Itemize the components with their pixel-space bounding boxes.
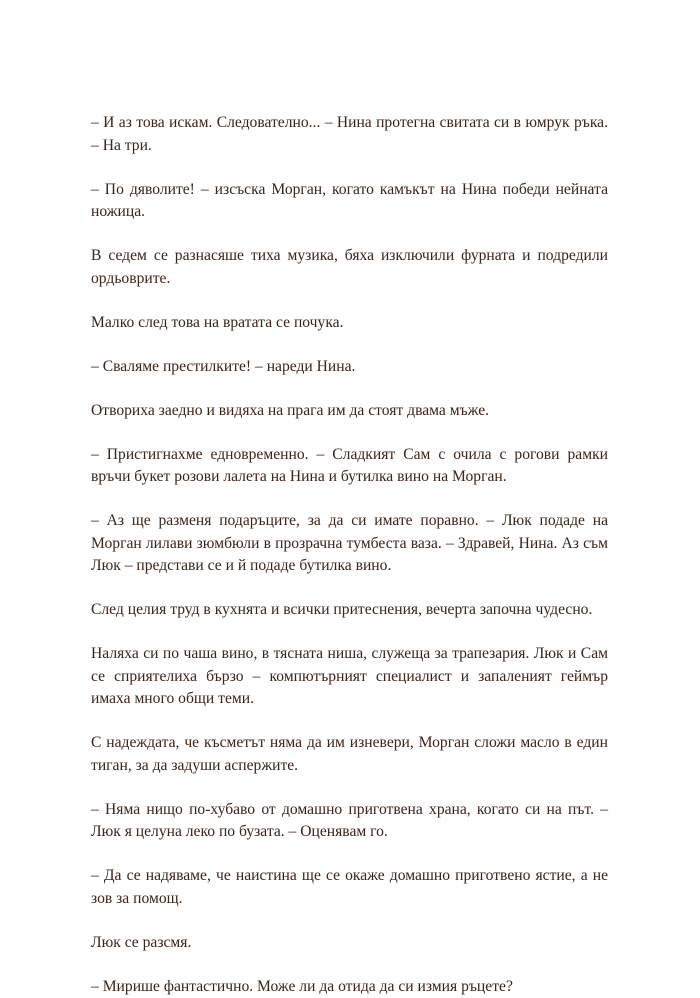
paragraph-13: – Да се надяваме, че наистина ще се окаже домашно приготвено ястие, а не зов за помощ. — [91, 865, 608, 910]
paragraph-1: – И аз това искам. Следователно... – Нина протегна свитата си в юмрук ръка. – На три. — [91, 112, 608, 157]
paragraph-5: – Сваляме престилките! – нареди Нина. — [91, 356, 608, 379]
paragraph-8: – Аз ще разменя подаръците, за да си имате поравно. – Люк подаде на Морган лилави зюмбюли в прозрачна тумбеста ваза. – Здравей, Нина. Аз съм Люк – представи се и й подаде бутилка вино. — [91, 510, 608, 578]
paragraph-11: С надеждата, че късметът няма да им изневери, Морган сложи масло в един тиган, за да задуши аспержите. — [91, 732, 608, 777]
paragraph-10: Наляха си по чаша вино, в тясната ниша, служеща за трапезария. Люк и Сам се сприятелиха бързо – компютърният специалист и запаленият геймър имаха много общи теми. — [91, 643, 608, 711]
paragraph-15: – Мирише фантастично. Може ли да отида да си измия ръцете? — [91, 976, 608, 998]
paragraph-7: – Пристигнахме едновременно. – Сладкият Сам с очила с рогови рамки връчи букет розови лалета на Нина и бутилка вино на Морган. — [91, 444, 608, 489]
document-page — [91, 112, 608, 998]
paragraph-12: – Няма нищо по-хубаво от домашно приготвена храна, когато си на път. – Люк я целуна леко по бузата. – Оценявам го. — [91, 799, 608, 844]
paragraph-3: В седем се разнасяше тиха музика, бяха изключили фурната и подредили ордьоврите. — [91, 245, 608, 290]
paragraph-6: Отвориха заедно и видяха на прага им да стоят двама мъже. — [91, 400, 608, 423]
paragraph-14: Люк се разсмя. — [91, 932, 608, 955]
paragraph-4: Малко след това на вратата се почука. — [91, 312, 608, 335]
paragraph-9: След целия труд в кухнята и всички притеснения, вечерта започна чудесно. — [91, 599, 608, 622]
paragraph-2: – По дяволите! – изсъска Морган, когато камъкът на Нина победи нейната ножица. — [91, 179, 608, 224]
